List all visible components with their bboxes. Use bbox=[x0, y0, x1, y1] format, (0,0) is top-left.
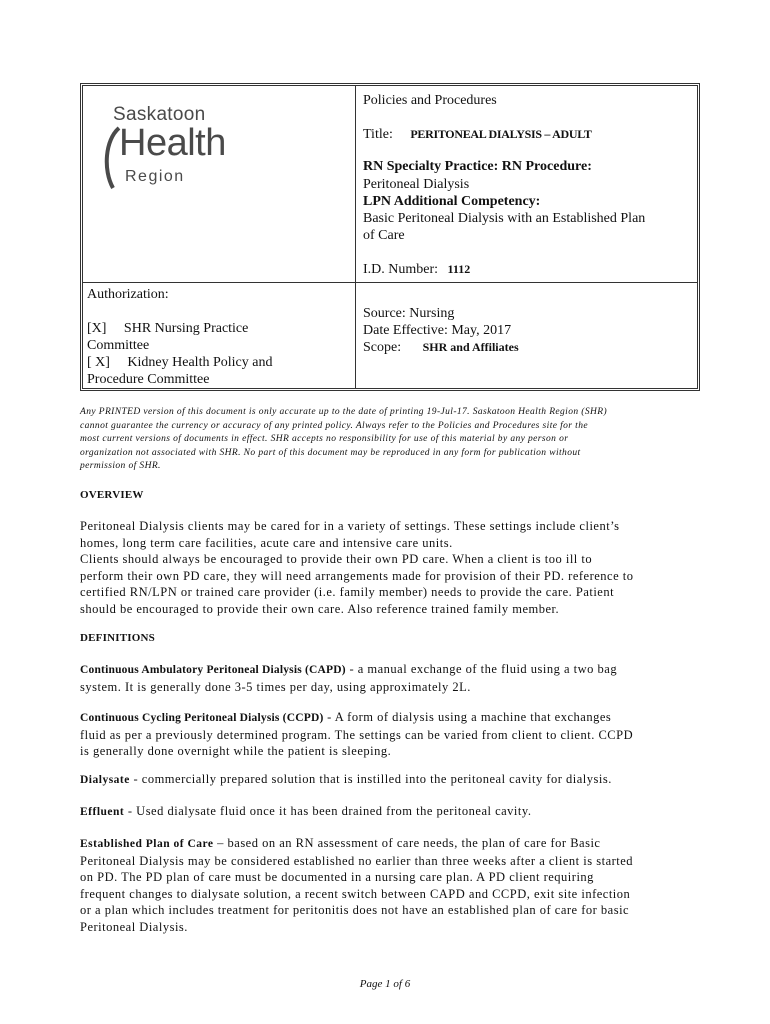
epc-text-line: on PD. The PD plan of care must be documented in a nursing care plan. A PD client requiring bbox=[80, 870, 594, 884]
overview-line: homes, long term care facilities, acute care and intensive care units. bbox=[80, 535, 453, 550]
definition-ccpd bbox=[80, 709, 692, 760]
logo-line-health: Health bbox=[119, 122, 226, 164]
epc-text-line: frequent changes to dialysate solution, a recent switch between CAPD and CCPD, exit site infection bbox=[80, 886, 631, 901]
title-label: Title: bbox=[363, 127, 393, 142]
header-table bbox=[80, 83, 700, 391]
scope-label: Scope: bbox=[363, 340, 402, 355]
overview-line: perform their own PD care, they will need arrangements made for provision of their PD. reference to bbox=[80, 568, 634, 583]
dialysate-text: - commercially prepared solution that is instilled into the peritoneal cavity for dialysis. bbox=[129, 772, 612, 786]
saskatoon-health-region-logo bbox=[97, 102, 227, 212]
page-number: Page 1 of 6 bbox=[359, 978, 411, 990]
epc-text: – based on an RN assessment of care needs, the plan of care for Basic bbox=[213, 836, 601, 850]
scope-value: SHR and Affiliates bbox=[422, 340, 519, 354]
epc-term: Established Plan of Care bbox=[80, 838, 214, 850]
epc-text-line: Peritoneal Dialysis. bbox=[80, 919, 188, 934]
overview-line: certified RN/LPN or trained care provider (i.e. family member) needs to provide the care. Patient bbox=[80, 585, 615, 599]
epc-text-line: Peritoneal Dialysis may be considered established no earlier than three weeks after a client is started bbox=[80, 853, 634, 868]
auth-item-kidney-1: [ X] Kidney Health Policy and bbox=[87, 355, 273, 370]
disclaimer-line: most current versions of documents in effect. SHR accepts no responsibility for use of this material by any person or bbox=[80, 434, 569, 444]
overview-line: Peritoneal Dialysis clients may be cared for in a variety of settings. These settings include client’s bbox=[80, 519, 620, 533]
overview-line: Clients should always be encouraged to provide their own PD care. When a client is too ill to bbox=[80, 552, 593, 566]
auth-item-nursing-2: Committee bbox=[87, 338, 150, 353]
source-line: Source: Nursing bbox=[363, 306, 455, 321]
capd-term: Continuous Ambulatory Peritoneal Dialysis (CAPD) bbox=[80, 664, 346, 676]
ccpd-text: - A form of dialysis using a machine that exchanges bbox=[323, 710, 612, 724]
doc-title-row bbox=[363, 126, 592, 143]
capd-text: - a manual exchange of the fluid using a two bag bbox=[345, 662, 618, 676]
policies-title: Policies and Procedures bbox=[363, 93, 497, 108]
authorization-block bbox=[87, 286, 347, 388]
disclaimer bbox=[80, 406, 692, 474]
ccpd-text-line: is generally done overnight while the patient is sleeping. bbox=[80, 744, 392, 758]
id-number-value: 1112 bbox=[447, 262, 471, 276]
lpn-competency-value-1: Basic Peritoneal Dialysis with an Established Plan bbox=[363, 211, 646, 226]
overview-paragraph bbox=[80, 518, 692, 617]
ccpd-text-line: fluid as per a previously determined program. The settings can be varied from client to client. CCPD bbox=[80, 727, 634, 742]
disclaimer-line: organization not associated with SHR. No part of this document may be reproduced in any form for publication without bbox=[80, 447, 581, 458]
dialysate-term: Dialysate bbox=[80, 774, 130, 786]
rn-specialty-heading: RN Specialty Practice: RN Procedure: bbox=[363, 159, 592, 174]
disclaimer-line: Any PRINTED version of this document is only accurate up to the date of printing 19-Jul-17. Saskatoon Health Region (SHR) bbox=[80, 407, 608, 417]
auth-item-nursing-1: [X] SHR Nursing Practice bbox=[87, 321, 249, 336]
definition-dialysate bbox=[80, 771, 692, 789]
ccpd-term: Continuous Cycling Peritoneal Dialysis (CCPD) bbox=[80, 712, 324, 724]
date-effective-line: Date Effective: May, 2017 bbox=[363, 323, 512, 338]
overview-line: should be encouraged to provide their own care. Also reference trained family member. bbox=[80, 601, 560, 616]
epc-text-line: or a plan which includes treatment for peritonitis does not have an established plan of care for basic bbox=[80, 903, 630, 917]
disclaimer-line: permission of SHR. bbox=[80, 461, 161, 471]
lpn-competency-heading: LPN Additional Competency: bbox=[363, 194, 541, 209]
auth-item-kidney-2: Procedure Committee bbox=[87, 372, 210, 387]
doc-title-value: PERITONEAL DIALYSIS – ADULT bbox=[410, 127, 592, 141]
scope-row bbox=[363, 339, 519, 356]
rn-specialty-value: Peritoneal Dialysis bbox=[363, 177, 470, 192]
id-number-row bbox=[363, 261, 470, 278]
definition-established-plan bbox=[80, 835, 692, 935]
definition-effluent bbox=[80, 803, 692, 821]
overview-heading: OVERVIEW bbox=[80, 489, 144, 501]
id-number-label: I.D. Number: bbox=[363, 262, 439, 277]
row-divider bbox=[83, 282, 697, 283]
authorization-label: Authorization: bbox=[87, 287, 169, 302]
logo-line-saskatoon: Saskatoon bbox=[113, 104, 206, 125]
effluent-term: Effluent bbox=[80, 806, 125, 818]
definitions-heading: DEFINITIONS bbox=[80, 632, 155, 644]
lpn-competency-value-2: of Care bbox=[363, 228, 405, 243]
disclaimer-line: cannot guarantee the currency or accuracy of any printed policy. Always refer to the Policies and Procedures site for the bbox=[80, 420, 588, 431]
logo-line-region: Region bbox=[125, 168, 185, 185]
definition-capd bbox=[80, 661, 692, 695]
effluent-text: - Used dialysate fluid once it has been drained from the peritoneal cavity. bbox=[124, 804, 532, 818]
column-divider bbox=[355, 86, 356, 388]
capd-text-line: system. It is generally done 3-5 times per day, using approximately 2L. bbox=[80, 679, 471, 694]
